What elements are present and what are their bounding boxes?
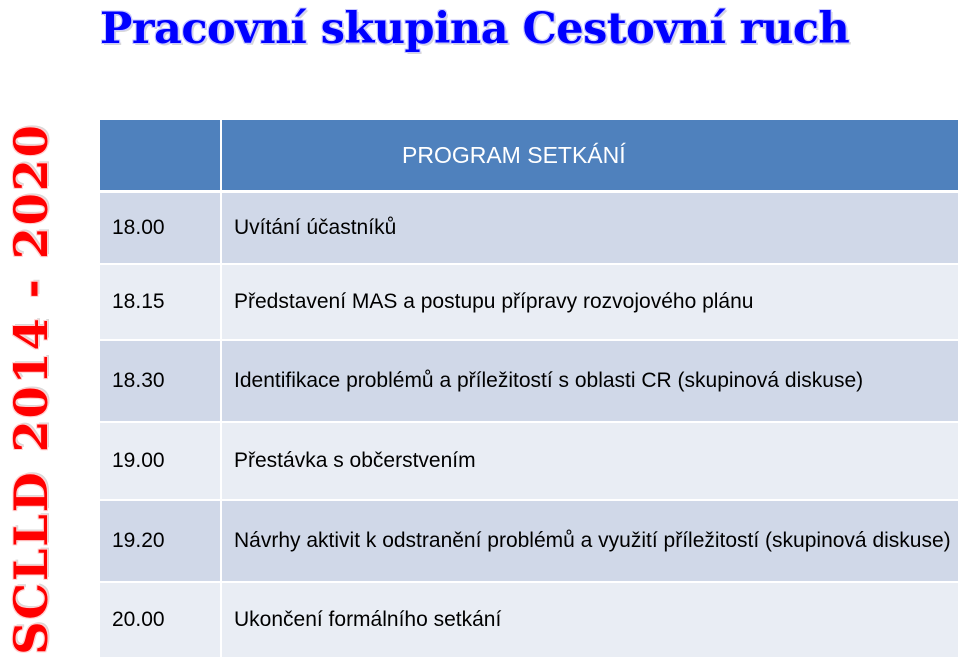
table-row: [100, 265, 958, 341]
program-table: [100, 120, 958, 659]
table-row: [100, 501, 958, 583]
activity-cell: Návrhy aktivit k odstranění problémů a využití příležitostí (skupinová diskuse): [222, 501, 958, 583]
time-cell: 19.00: [100, 423, 222, 501]
activity-cell: Představení MAS a postupu přípravy rozvojového plánu: [222, 265, 958, 341]
header-time-cell: [100, 120, 222, 193]
time-cell: 19.20: [100, 501, 222, 583]
side-label: [0, 112, 62, 665]
page-title: Pracovní skupina Cestovní ruch: [100, 4, 850, 54]
activity-cell: Identifikace problémů a příležitostí s oblasti CR (skupinová diskuse): [222, 341, 958, 423]
table-row: [100, 583, 958, 659]
activity-cell: Přestávka s občerstvením: [222, 423, 958, 501]
table-row: [100, 341, 958, 423]
side-label-text: SCLLD 2014 - 2020: [4, 122, 58, 655]
activity-cell: Ukončení formálního setkání: [222, 583, 958, 659]
time-cell: 20.00: [100, 583, 222, 659]
time-cell: 18.30: [100, 341, 222, 423]
activity-cell: Uvítání účastníků: [222, 193, 958, 265]
time-cell: 18.00: [100, 193, 222, 265]
table-row: [100, 423, 958, 501]
table-header: PROGRAM SETKÁNÍ: [222, 120, 958, 193]
table-row: [100, 193, 958, 265]
table-header-row: [100, 120, 958, 193]
time-cell: 18.15: [100, 265, 222, 341]
